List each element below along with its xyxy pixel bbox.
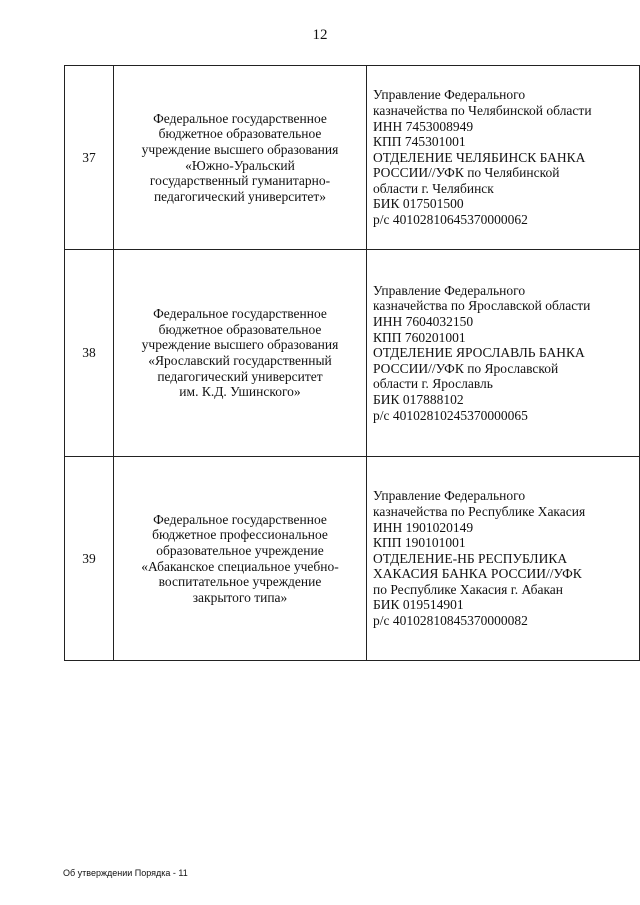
organization-line: педагогический университет» <box>153 188 327 204</box>
bank-details-line: р/с 40102810245370000065 <box>373 407 528 423</box>
bank-details-cell <box>367 457 640 661</box>
organization-line: «Ярославский государственный <box>148 353 332 368</box>
organization-line: педагогический университет <box>157 368 323 384</box>
organization-line: Федеральное государственное <box>153 110 327 126</box>
records-table <box>64 65 640 661</box>
organization-line: Федеральное государственное <box>153 511 327 527</box>
bank-details-line: р/с 40102810845370000082 <box>373 613 528 629</box>
organization-line: им. К.Д. Ушинского» <box>179 384 301 400</box>
bank-details-line: ОТДЕЛЕНИЕ ЧЕЛЯБИНСК БАНКА <box>373 149 586 165</box>
organization-line: образовательное учреждение <box>156 542 324 558</box>
organization-line: учреждение высшего образования <box>141 337 339 353</box>
organization-line: бюджетное образовательное <box>158 321 322 337</box>
bank-details-cell <box>367 250 640 457</box>
row-number: 38 <box>65 250 114 457</box>
row-number: 39 <box>65 457 114 661</box>
organization-line: воспитательное учреждение <box>158 574 322 590</box>
organization-cell <box>114 250 367 457</box>
bank-details-cell <box>367 66 640 250</box>
bank-details-line: казначейства по Республике Хакасия <box>373 503 586 519</box>
bank-details-line: КПП 190101001 <box>373 535 466 551</box>
bank-details-line: БИК 017888102 <box>373 391 464 407</box>
bank-details-line: ИНН 7604032150 <box>373 314 474 330</box>
document-footer: Об утверждении Порядка - 11 <box>63 868 188 878</box>
bank-details-line: р/с 40102810645370000062 <box>373 212 528 228</box>
bank-details-line: КПП 745301001 <box>373 134 466 150</box>
page-number: 12 <box>312 27 328 43</box>
organization-line: государственный гуманитарно- <box>149 173 331 189</box>
bank-details-line: Управление Федерального <box>373 87 526 103</box>
table-row <box>65 66 640 250</box>
organization-line: «Южно-Уральский <box>185 157 295 173</box>
bank-details-line: ХАКАСИЯ БАНКА РОССИИ//УФК <box>373 566 582 582</box>
bank-details-line: Управление Федерального <box>373 488 526 504</box>
organization-line: бюджетное профессиональное <box>152 527 328 543</box>
bank-details-line: области г. Ярославль <box>373 376 493 392</box>
row-number: 37 <box>65 66 114 250</box>
organization-cell <box>114 66 367 250</box>
bank-details-line: ИНН 1901020149 <box>373 519 474 535</box>
bank-details-line: казначейства по Ярославской области <box>373 298 591 314</box>
bank-details-line: БИК 017501500 <box>373 196 464 212</box>
organization-line: «Абаканское специальное учебно- <box>141 558 339 574</box>
bank-details-line: Управление Федерального <box>373 282 526 298</box>
organization-line: закрытого типа» <box>192 589 288 605</box>
bank-details-line: казначейства по Челябинской области <box>373 102 592 118</box>
table-row <box>65 457 640 661</box>
organization-cell <box>114 457 367 661</box>
bank-details-line: ОТДЕЛЕНИЕ ЯРОСЛАВЛЬ БАНКА <box>373 345 585 361</box>
bank-details-line: по Республике Хакасия г. Абакан <box>373 581 564 597</box>
organization-line: Федеральное государственное <box>153 306 327 322</box>
bank-details-line: РОССИИ//УФК по Ярославской <box>373 360 559 376</box>
bank-details-line: области г. Челябинск <box>373 180 494 196</box>
organization-line: учреждение высшего образования <box>141 141 339 157</box>
bank-details-line: КПП 760201001 <box>373 329 466 345</box>
bank-details-line: ИНН 7453008949 <box>373 118 474 134</box>
organization-line: бюджетное образовательное <box>158 126 322 142</box>
bank-details-line: ОТДЕЛЕНИЕ-НБ РЕСПУБЛИКА <box>373 550 568 566</box>
bank-details-line: БИК 019514901 <box>373 597 464 613</box>
bank-details-line: РОССИИ//УФК по Челябинской <box>373 165 560 181</box>
table-row <box>65 250 640 457</box>
